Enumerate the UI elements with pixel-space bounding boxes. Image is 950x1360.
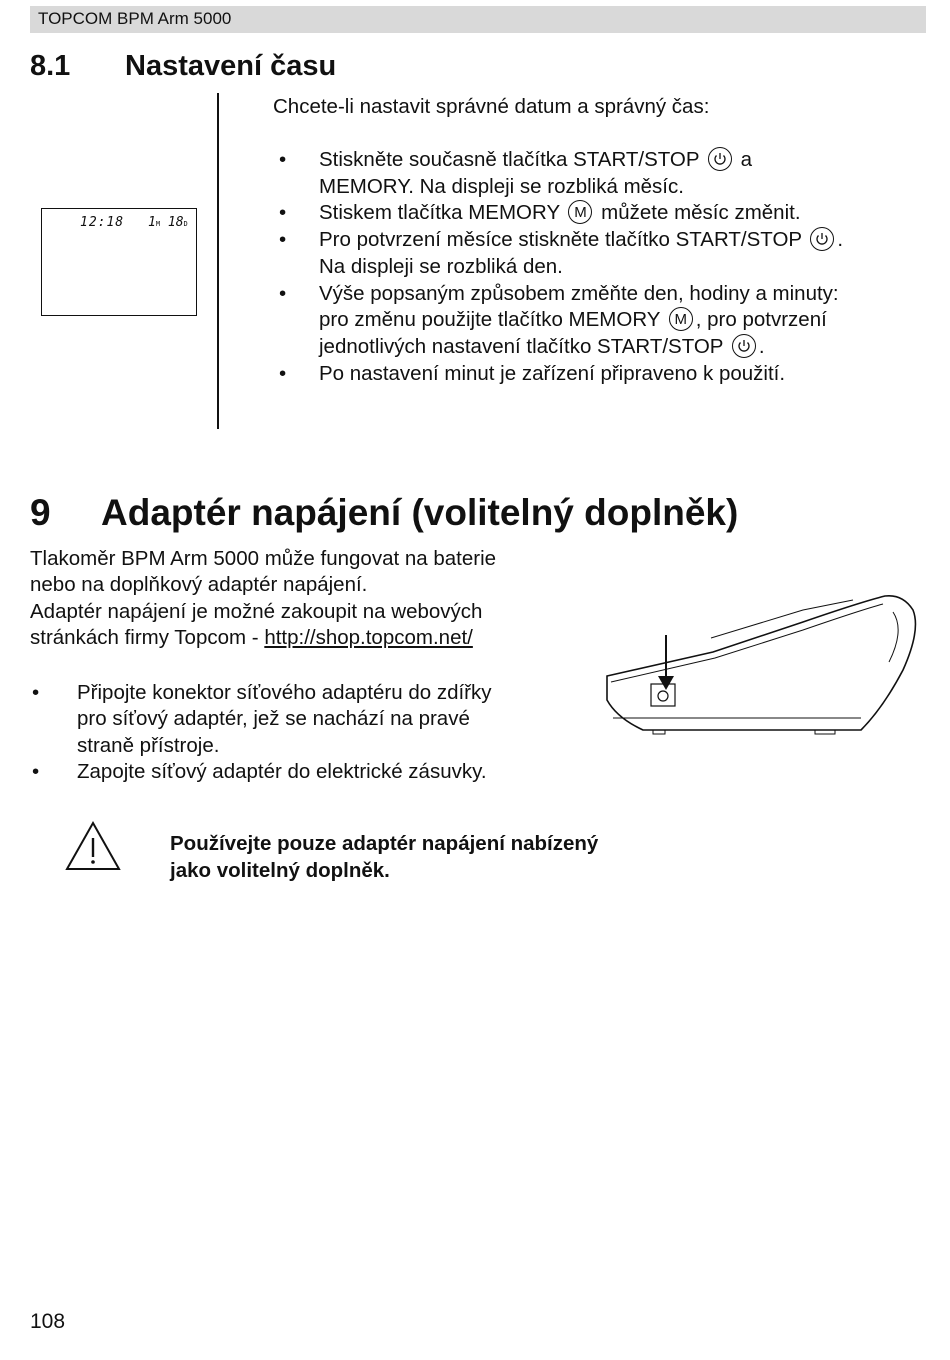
warning-text: Používejte pouze adaptér napájení nabízený jako volitelný doplněk.: [170, 832, 599, 882]
lcd-time: 12:18: [80, 215, 125, 230]
lcd-day: 18: [167, 215, 184, 230]
running-header: [30, 6, 926, 33]
power-button-icon: [810, 227, 834, 251]
section-8-1-heading: [30, 50, 336, 83]
list-item: • Stiskem tlačítka MEMORY M můžete měsíc změnit.: [279, 201, 801, 225]
section-9-heading: [30, 492, 738, 534]
section-title: Nastavení času: [125, 50, 337, 82]
device-side-view-illustration: [603, 590, 933, 740]
section-title: Adaptér napájení (volitelný doplněk): [101, 492, 739, 533]
lcd-date: [148, 215, 188, 230]
lcd-display-illustration: [41, 208, 197, 316]
section-intro: Chcete-li nastavit správné datum a správný čas:: [273, 95, 710, 118]
power-button-icon: [708, 147, 732, 171]
list-item: • Stiskněte současně tlačítka START/STOP a MEMORY. Na displeji se rozbliká měsíc.: [279, 148, 752, 198]
section-number: 9: [30, 492, 51, 533]
shop-link[interactable]: http://shop.topcom.net/: [264, 626, 473, 650]
list-item: • Připojte konektor síťového adaptéru do zdířky pro síťový adaptér, jež se nachází na pravé straně přístroje.: [32, 681, 492, 757]
warning-icon: [64, 820, 122, 872]
list-item: • Po nastavení minut je zařízení připraveno k použití.: [279, 361, 786, 385]
list-item: • Pro potvrzení měsíce stiskněte tlačítko START/STOP . Na displeji se rozbliká den.: [279, 228, 844, 278]
header-title: TOPCOM BPM Arm 5000: [38, 9, 232, 28]
memory-button-icon: M: [669, 307, 693, 331]
instruction-list: [30, 680, 590, 786]
vertical-divider: [217, 93, 219, 429]
list-item: • Zapojte síťový adaptér do elektrické zásuvky.: [32, 760, 487, 784]
list-item: • Výše popsaným způsobem změňte den, hodiny a minuty: pro změnu použijte tlačítko MEMORY M , pro potvrzení jednotlivých nastavení tlačítko START/STOP .: [279, 281, 839, 358]
power-button-icon: [732, 334, 756, 358]
lcd-month-unit: M: [155, 220, 161, 228]
section-number: 8.1: [30, 50, 71, 82]
memory-button-icon: M: [568, 200, 592, 224]
page-number: 108: [30, 1310, 66, 1333]
instruction-list: [273, 147, 923, 387]
lcd-day-unit: D: [183, 220, 188, 228]
lcd-month: 1: [148, 215, 156, 230]
section-paragraph: Tlakoměr BPM Arm 5000 může fungovat na baterie nebo na doplňkový adaptér napájení. Adaptér napájení je možné zakoupit na webových stránkách firmy Topcom - http://shop.topcom.net/: [30, 547, 497, 650]
